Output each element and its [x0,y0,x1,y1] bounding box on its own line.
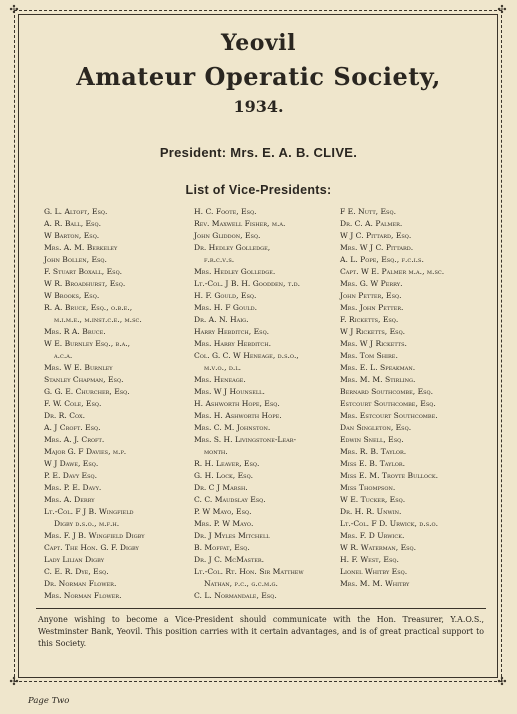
vice-president-entry: H. F. Gould, Esq. [194,291,257,300]
vice-president-entry: Dr. Hedley Golledge, [194,243,271,252]
vice-president-entry: Mrs. Hedley Golledge. [194,267,276,276]
vice-president-entry: Miss Thompson. [340,483,396,492]
vice-president-column-3 [340,206,498,590]
vice-president-entry: Rev. Maxwell Fisher, m.a. [194,219,286,228]
vice-president-entry: Lady Lilian Digby [44,555,105,564]
vice-president-entry: Mrs. E. L. Speakman. [340,363,416,372]
vice-president-entry: Nathan, p.c., g.c.m.g. [204,579,278,588]
vice-president-entry: F. W. Cole, Esq. [44,399,102,408]
vice-president-entry: Mrs. W E. Burnley [44,363,113,372]
vice-president-entry: Dr. A. N. Haig. [194,315,249,324]
vice-president-entry: B. Moffat, Esq. [194,543,250,552]
vice-president-entry: C. E. R. Dye, Esq. [44,567,109,576]
vice-president-entry: W J C. Pittard, Esq. [340,231,412,240]
vice-president-entry: W J Ricketts, Esq. [340,327,406,336]
vice-president-entry: P. W Mayo, Esq. [194,507,252,516]
vice-president-entry: H. C. Foote, Esq. [194,207,257,216]
vice-president-entry: Estcourt Southcombe, Esq. [340,399,436,408]
vice-president-entry: W J Dawe, Esq. [44,459,99,468]
vice-president-entry: Mrs. C. M. Johnston. [194,423,271,432]
vice-president-entry: Col. G. C. W Heneage, d.s.o., [194,351,299,360]
vice-president-entry: Edwin Snell, Esq. [340,435,404,444]
vice-president-entry: Mrs. H. F Gould. [194,303,258,312]
vice-president-entry: Mrs. Norman Flower. [44,591,122,600]
vice-president-entry: Stanley Chapman, Esq. [44,375,124,384]
vice-president-entry: Capt. The Hon. G. F. Digby [44,543,139,552]
vice-president-entry: John Gliddon, Esq. [194,231,261,240]
vice-president-entry: Lt.-Col. J B. H. Goodden, t.d. [194,279,301,288]
membership-notice: Anyone wishing to become a Vice-President should communicate with the Hon. Treasurer, Y.A.O.S., Westminster Bank, Yeovil. This position carries with it certain advantages, and is of great practical support to this Society. [38,615,484,648]
vice-presidents-heading: List of Vice-Presidents: [185,183,332,197]
vice-president-entry: H. F. West, Esq. [340,555,399,564]
vice-president-entry: Major G. F Davies, m.p. [44,447,127,456]
title-town: Yeovil [221,30,296,56]
page-number: Page Two [28,696,70,706]
vice-president-entry: R. A. Bruce, Esq., o.b.e., [44,303,133,312]
corner-ornament-icon: ✣ [497,675,507,688]
vice-president-entry: Mrs. John Petter. [340,303,404,312]
vice-president-entry: Mrs. M. M. Whitby [340,579,410,588]
vice-president-entry: Bernard Southcombe, Esq. [340,387,434,396]
vice-president-entry: Mrs. F. D Urwick. [340,531,405,540]
vice-president-entry: Lt.-Col. Rt. Hon. Sir Matthew [194,567,304,576]
vice-president-entry: month. [204,447,228,456]
title-year: 1934. [233,97,284,116]
vice-president-entry: Lionel Whitby Esq. [340,567,408,576]
vice-president-entry: Mrs. W J Hounsell. [194,387,265,396]
vice-president-entry: John Petter, Esq. [340,291,402,300]
vice-president-entry: C. C. Maudslay Esq. [194,495,266,504]
vice-president-entry: Lt.-Col. F J B. Wingfield [44,507,134,516]
vice-president-entry: F. Stuart Boxall, Esq. [44,267,123,276]
vice-president-entry: Mrs. Estcourt Southcombe. [340,411,438,420]
vice-president-entry: C. L. Normandale, Esq. [194,591,277,600]
vice-president-entry: G. L. Altoft, Esq. [44,207,108,216]
vice-president-entry: W E. Tucker, Esq. [340,495,406,504]
vice-president-entry: Mrs. R. B. Taylor. [340,447,407,456]
vice-president-entry: F. Ricketts, Esq. [340,315,399,324]
vice-president-entry: Dr. J C. McMaster. [194,555,265,564]
title-society: Amateur Operatic Society, [76,62,441,91]
corner-ornament-icon: ✣ [497,3,507,16]
vice-president-entry: Mrs. A. J. Croft. [44,435,105,444]
vice-president-entry: Mrs. Tom Shire. [340,351,398,360]
vice-president-entry: Dr. H. R. Unwin. [340,507,402,516]
vice-president-entry: Mrs. W J Ricketts. [340,339,407,348]
vice-president-entry: Dr. R. Cox. [44,411,86,420]
vice-president-entry: Mrs. H. Ashworth Hope. [194,411,282,420]
vice-president-column-2 [194,206,352,602]
vice-president-entry: Mrs. R A. Bruce. [44,327,106,336]
vice-president-entry: Capt. W E. Palmer m.a., m.sc. [340,267,445,276]
vice-president-entry: Mrs. A. Derry [44,495,95,504]
vice-president-entry: m.i.m.e., m.inst.c.e., m.sc. [54,315,142,324]
vice-president-entry: W E. Burnley Esq., b.a., [44,339,131,348]
vice-president-entry: Mrs. P. E. Davy. [44,483,102,492]
corner-ornament-icon: ✣ [9,675,19,688]
vice-president-entry: Mrs. G. W Perry. [340,279,403,288]
vice-president-entry: G. G. E. Churcher, Esq. [44,387,130,396]
vice-president-entry: Dr. J Myles Mitchell [194,531,270,540]
vice-president-entry: Mrs. W J C. Pittard. [340,243,414,252]
vice-president-entry: A. R. Ball, Esq. [44,219,101,228]
vice-president-entry: f.r.c.v.s. [204,255,235,264]
vice-president-entry: W R. Waterman, Esq. [340,543,417,552]
vice-president-entry: Dr. Norman Flower. [44,579,117,588]
vice-president-entry: Lt.-Col. F D. Urwick, d.s.o. [340,519,439,528]
vice-president-entry: W R. Broadhurst, Esq. [44,279,126,288]
vice-president-column-1 [44,206,202,602]
vice-president-entry: Mrs. A. M. Berkeley [44,243,118,252]
vice-president-entry: Mrs. P. W Mayo. [194,519,254,528]
vice-president-entry: John Bollen, Esq. [44,255,107,264]
vice-president-entry: P. E. Davy Esq. [44,471,98,480]
vice-president-entry: Digby d.s.o., m.f.h. [54,519,120,528]
vice-president-entry: Mrs. M. M. Stirling. [340,375,416,384]
vice-president-entry: Mrs. Heneage. [194,375,246,384]
vice-president-entry: a.c.a. [54,351,73,360]
notice-divider [36,608,486,609]
president-line: President: Mrs. E. A. B. CLIVE. [159,145,358,160]
vice-president-entry: Dr. C. A. Palmer. [340,219,403,228]
vice-president-entry: H. Ashworth Hope, Esq. [194,399,280,408]
vice-president-entry: F E. Nutt, Esq. [340,207,396,216]
vice-president-entry: W Barton, Esq. [44,231,100,240]
vice-president-entry: Mrs. F. J B. Wingfield Digby [44,531,145,540]
vice-president-entry: m.v.o., d.l. [204,363,242,372]
vice-president-entry: R. H. Leaver, Esq. [194,459,260,468]
vice-president-entry: Harry Hebditch, Esq. [194,327,270,336]
vice-president-entry: Mrs. S. H. Livingstone-Lear- [194,435,297,444]
vice-president-entry: A. J Croft. Esq. [44,423,101,432]
vice-president-entry: A. L. Pope, Esq., f.c.i.s. [340,255,424,264]
corner-ornament-icon: ✣ [9,3,19,16]
vice-president-entry: W Brooks, Esq. [44,291,100,300]
vice-president-entry: Miss E. B. Taylor. [340,459,406,468]
vice-president-entry: G. H. Lock, Esq. [194,471,254,480]
vice-president-entry: Dr. C J Marsh. [194,483,248,492]
vice-president-entry: Miss E. M. Troyte Bullock. [340,471,439,480]
vice-president-entry: Mrs. Harry Hebditch. [194,339,271,348]
vice-president-entry: Dan Singleton, Esq. [340,423,412,432]
